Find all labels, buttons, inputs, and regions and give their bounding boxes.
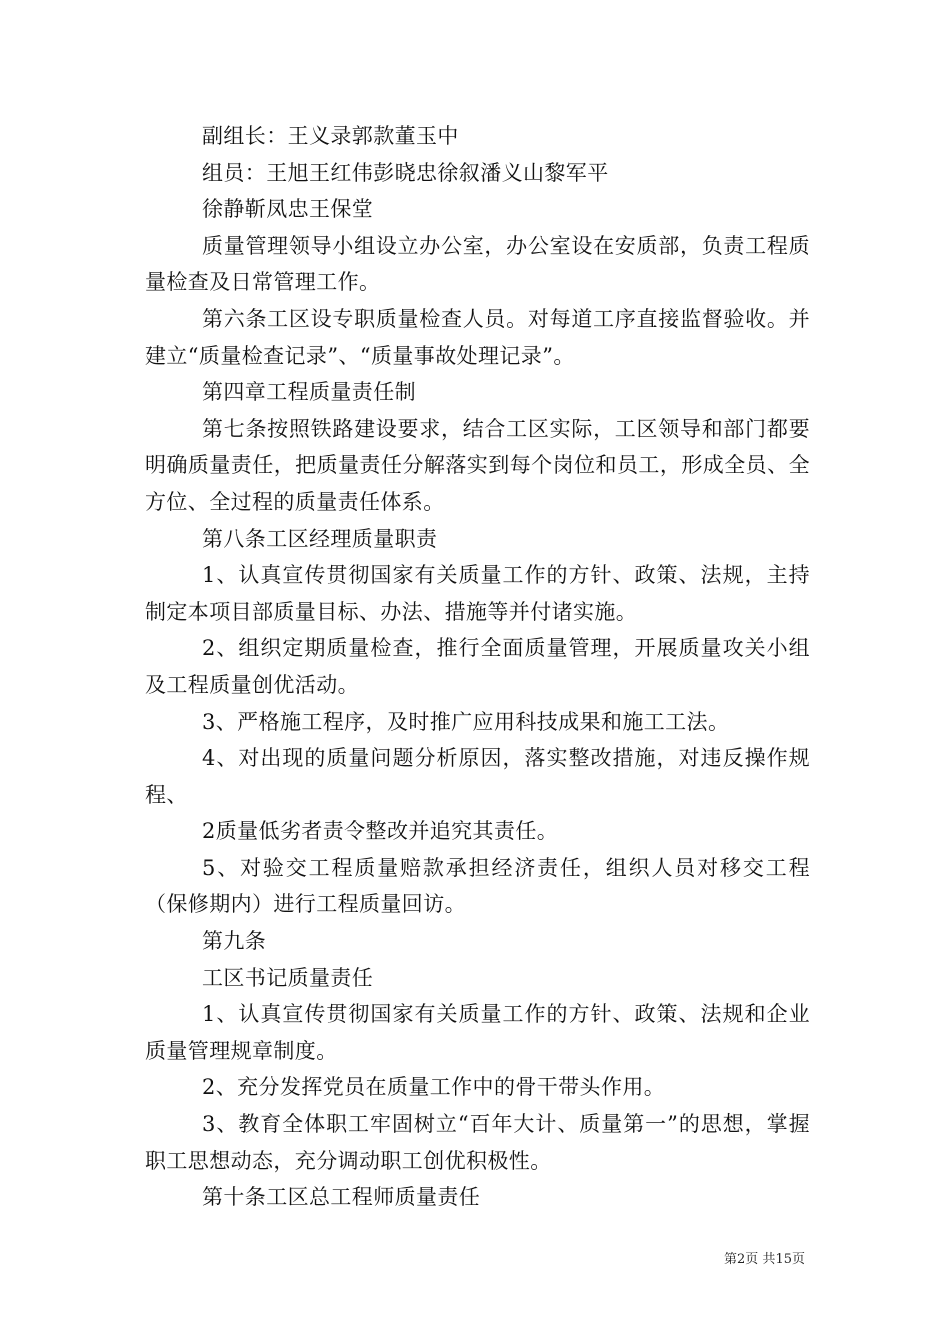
paragraph-article-7: 第七条按照铁路建设要求，结合工区实际，工区领导和部门都要明确质量责任，把质量责任分解落实到每个岗位和员工，形成全员、全方位、全过程的质量责任体系。 [145, 416, 810, 514]
paragraph-article-9: 第九条 [202, 929, 267, 954]
list-item-manager-2: 2、组织定期质量检查，推行全面质量管理，开展质量攻关小组及工程质量创优活动。 [145, 636, 810, 697]
paragraph-office: 质量管理领导小组设立办公室，办公室设在安质部，负责工程质量检查及日常管理工作。 [145, 233, 810, 295]
footer-middle: 页 共 [745, 1252, 776, 1267]
list-item-manager-4-continued: 2质量低劣者责令整改并追究其责任。 [202, 819, 559, 844]
list-item-secretary-3: 3、教育全体职工牢固树立“百年大计、质量第一”的思想，掌握职工思想动态，充分调动职工创优积极性。 [145, 1112, 810, 1173]
list-item-manager-1: 1、认真宣传贯彻国家有关质量工作的方针、政策、法规，主持制定本项目部质量目标、办法、措施等并付诸实施。 [145, 563, 810, 624]
list-item-secretary-2: 2、充分发挥党员在质量工作中的骨干带头作用。 [202, 1075, 666, 1100]
list-item-secretary-1: 1、认真宣传贯彻国家有关质量工作的方针、政策、法规和企业质量管理规章制度。 [145, 1002, 810, 1063]
paragraph-deputy-leader: 副组长：王义录郭款董玉中 [202, 124, 459, 148]
paragraph-members: 组员：王旭王红伟彭晓忠徐叙潘义山黎军平 [202, 160, 609, 185]
paragraph-article-6: 第六条工区设专职质量检查人员。对每道工序直接监督验收。并建立“质量检查记录”、“质量事故处理记录”。 [145, 306, 810, 368]
paragraph-secretary-heading: 工区书记质量责任 [202, 965, 374, 990]
footer-current-page: 2 [737, 1252, 746, 1267]
paragraph-article-10-heading: 第十条工区总工程师质量责任 [202, 1185, 481, 1210]
paragraph-article-8-heading: 第八条工区经理质量职责 [202, 526, 438, 551]
list-item-manager-5: 5、对验交工程质量赔款承担经济责任，组织人员对移交工程（保修期内）进行工程质量回访。 [145, 855, 810, 917]
page-footer [0, 1248, 805, 1267]
footer-prefix: 第 [724, 1252, 738, 1267]
footer-suffix: 页 [791, 1252, 805, 1267]
list-item-manager-4: 4、对出现的质量问题分析原因，落实整改措施，对违反操作规程、 [145, 746, 810, 807]
document-body [145, 118, 810, 1216]
paragraph-members-continued: 徐静靳凤忠王保堂 [202, 197, 374, 222]
list-item-manager-3: 3、严格施工程序，及时推广应用科技成果和施工工法。 [202, 709, 730, 734]
footer-total-pages: 15 [775, 1252, 792, 1267]
chapter-heading-4: 第四章工程质量责任制 [202, 380, 416, 405]
